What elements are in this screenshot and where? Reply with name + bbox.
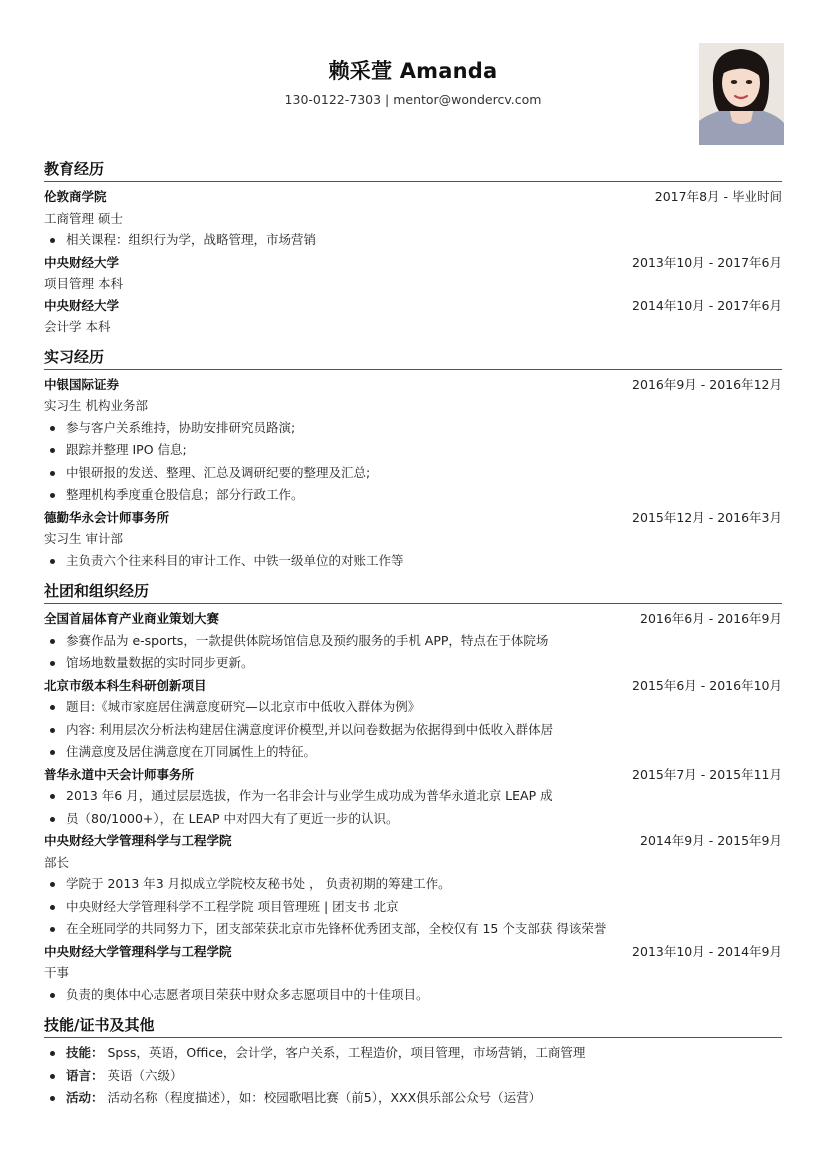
entry-header [44,675,782,697]
list-item: 住满意度及居住满意度在丌同属性上的特征。 [44,741,782,764]
section-title: 社团和组织经历 [44,578,782,604]
list-item: 整理机构季度重仓股信息；部分行政工作。 [44,484,782,507]
org-name: 普华永道中天会计师事务所 [44,766,195,782]
list-item: 中银研报的发送、整理、汇总及调研纪要的整理及汇总; [44,462,782,485]
list-item [44,1065,782,1088]
entry-header [44,830,782,852]
date-range: 2013年10月 - 2014年9月 [632,943,782,959]
education-section [44,156,782,338]
list-item [44,1042,782,1065]
bullet-list [44,630,782,675]
list-item: 在全班同学的共同努力下，团支部荣获北京市先锋杯优秀团支部，全校仅有 15 个支部获 得该荣誉 [44,918,782,941]
skill-text: 英语（六级） [107,1067,183,1083]
list-item: 跟踪并整理 IPO 信息; [44,439,782,462]
candidate-name: 赖采萱 Amanda [328,59,498,83]
org-name: 伦敦商学院 [44,189,107,204]
role-text: 工商管理 硕士 [44,210,123,226]
role-text: 部长 [44,854,70,870]
entry-header [44,608,782,630]
bullet-list [44,417,782,507]
role-text: 实习生 机构业务部 [44,398,148,413]
list-item: 内容: 利用层次分析法构建居住满意度评价模型,并以问卷数据为依据得到中低收入群体居 [44,719,782,742]
internship-section [44,344,782,573]
clubs-section [44,578,782,1006]
org-name: 中银国际证券 [44,376,120,392]
section-title: 实习经历 [44,344,782,370]
entry-header [44,186,782,208]
bullet-list [44,984,782,1007]
org-name: 德勤华永会计师事务所 [44,509,170,525]
list-item: 参赛作品为 e-sports，一款提供体院场馆信息及预约服务的手机 APP，特点在于体院场 [44,630,782,653]
bullet-list [44,696,782,764]
role-text: 会计学 本科 [44,319,111,334]
bullet-list [44,229,782,252]
date-range: 2016年6月 - 2016年9月 [640,611,782,626]
entry-header [44,764,782,786]
list-item: 负责的奥体中心志愿者项目荣获中财众多志愿项目中的十佳项目。 [44,984,782,1007]
bullet-list [44,785,782,830]
profile-photo [699,43,784,145]
skill-text: 活动名称（程度描述），如：校园歌唱比赛（前5），XXX俱乐部公众号（运营） [107,1090,542,1105]
date-range: 2015年6月 - 2016年10月 [632,677,782,693]
bullet-list [44,873,782,941]
list-item [44,1087,782,1110]
org-name: 中央财经大学管理科学与工程学院 [44,943,232,959]
skill-label: 技能： [66,1045,104,1060]
list-item: 相关课程：组织行为学，战略管理，市场营销 [44,229,782,252]
role-text: 项目管理 本科 [44,276,123,291]
entry-header [44,295,782,317]
entry-header [44,374,782,396]
date-range: 2014年9月 - 2015年9月 [640,833,782,848]
skill-label: 语言： [66,1067,104,1083]
entry-header [44,941,782,963]
list-item: 学院于 2013 年3 月拟成立学院校友秘书处 ， 负责初期的筹建工作。 [44,873,782,896]
section-title: 技能/证书及其他 [44,1012,782,1038]
org-name: 中央财经大学管理科学与工程学院 [44,833,232,848]
skills-section [44,1012,782,1110]
list-item: 2013 年6 月，通过层层选拔，作为一名非会计与业学生成功成为普华永道北京 LEAP 成 [44,785,782,808]
list-item: 馆场地数量数据的实时同步更新。 [44,652,782,675]
section-title: 教育经历 [44,156,782,182]
contact-info: 130-0122-7303 | mentor@wondercv.com [284,92,542,107]
skill-label: 活动： [66,1090,104,1105]
list-item: 主负责六个往来科目的审计工作、中铁一级单位的对账工作等 [44,550,782,573]
date-range: 2017年8月 - 毕业时间 [654,189,782,204]
entry-header [44,252,782,274]
list-item: 参与客户关系维持，协助安排研究员路演; [44,417,782,440]
date-range: 2015年7月 - 2015年11月 [632,766,782,782]
org-name: 北京市级本科生科研创新项目 [44,677,207,693]
date-range: 2014年10月 - 2017年6月 [632,297,782,313]
org-name: 中央财经大学 [44,297,120,313]
role-text: 干事 [44,965,70,980]
bullet-list [44,1042,782,1110]
date-range: 2013年10月 - 2017年6月 [632,254,782,270]
org-name: 中央财经大学 [44,254,120,270]
list-item: 员（80/1000+），在 LEAP 中对四大有了更近一步的认识。 [44,808,782,831]
resume-body [44,150,782,1110]
skill-text: Spss，英语，Office，会计学，客户关系，工程造价，项目管理，市场营销，工商管理 [107,1045,586,1060]
entry-header [44,507,782,529]
role-text: 实习生 审计部 [44,531,123,546]
list-item: 中央财经大学管理科学不工程学院 项目管理班 | 团支书 北京 [44,896,782,919]
bullet-list [44,550,782,573]
org-name: 全国首届体育产业商业策划大赛 [44,611,220,626]
date-range: 2016年9月 - 2016年12月 [632,376,782,392]
list-item: 题目:《城市家庭居住满意度研究—以北京市中低收入群体为例》 [44,696,782,719]
date-range: 2015年12月 - 2016年3月 [632,509,782,525]
